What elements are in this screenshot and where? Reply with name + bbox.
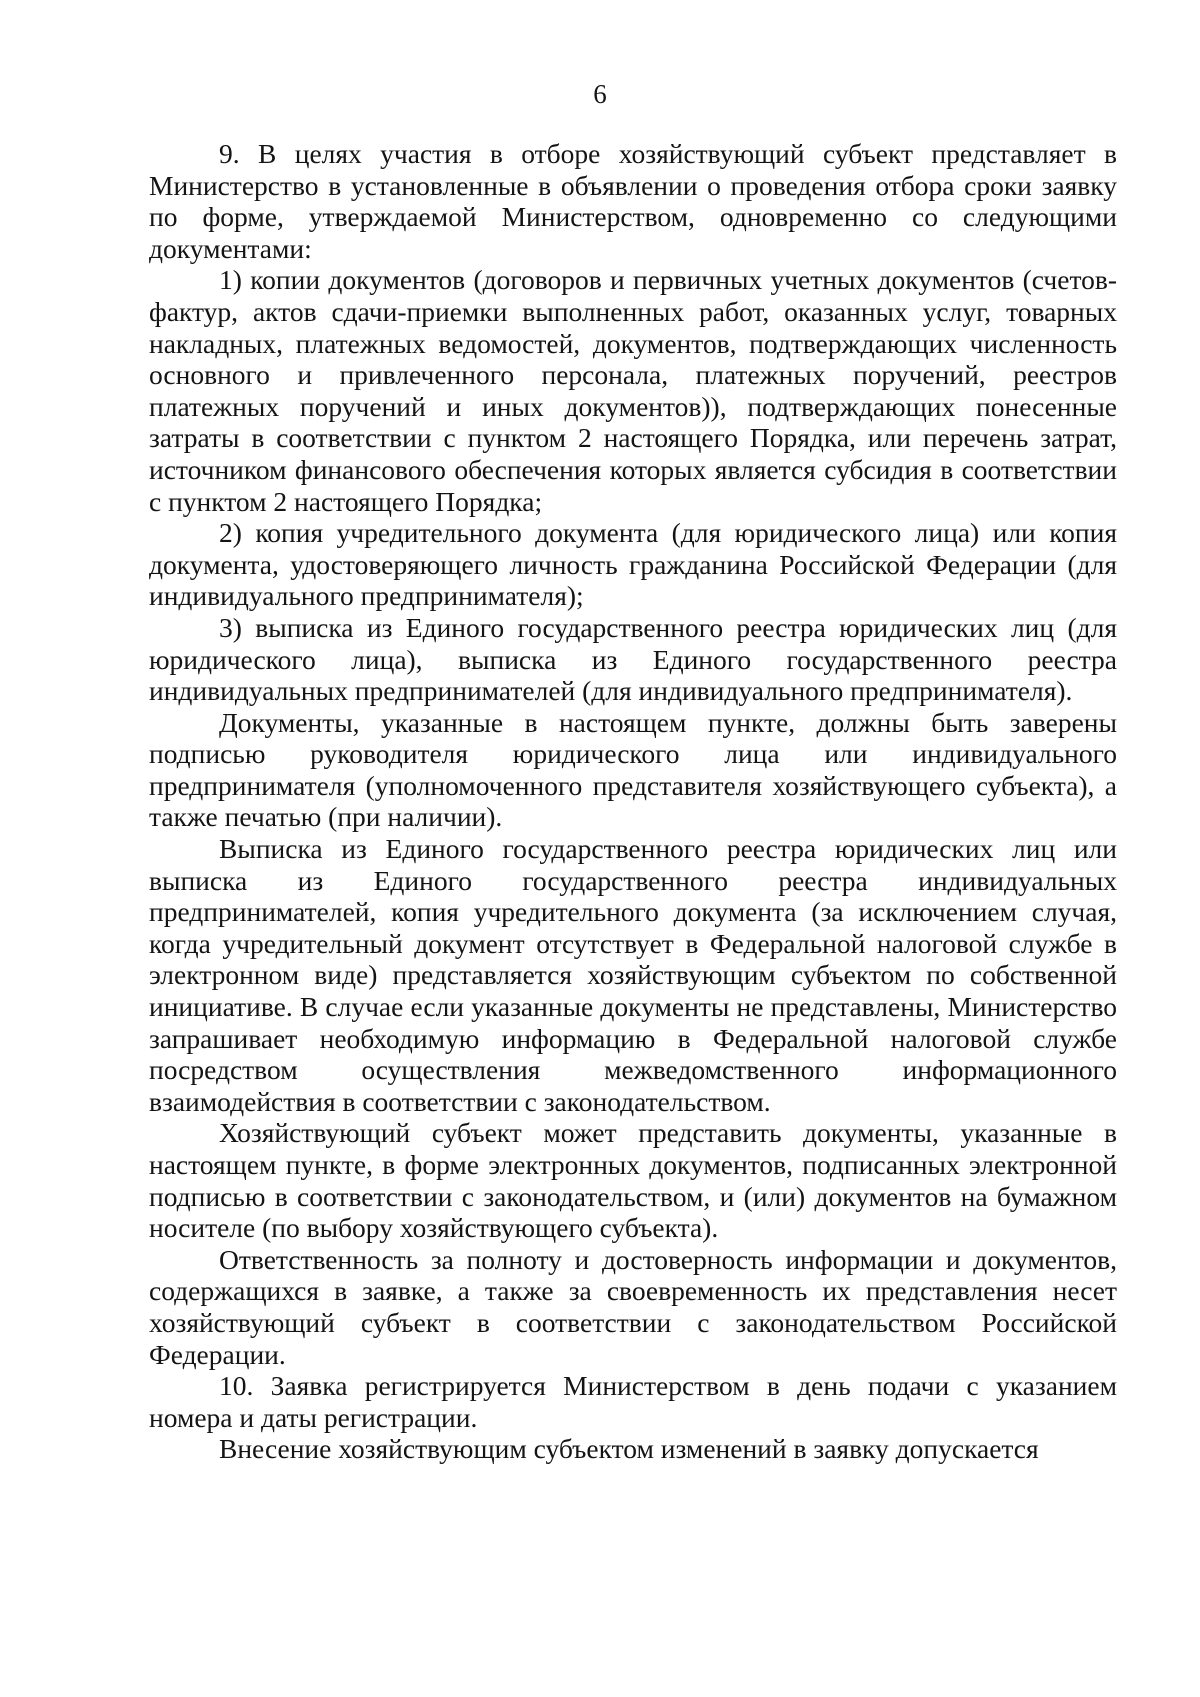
paragraph-item-1: 1) копии документов (договоров и первичных учетных документов (счетов-фактур, актов сдачи-приемки выполненных работ, оказанных услуг, товарных накладных, платежных ведомостей, документов, подтверждающих численность основного и привлеченного персонала, платежных поручений, реестров платежных поручений и иных документов)), подтверждающих понесенные затраты в соответствии с пунктом 2 настоящего Порядка, или перечень затрат, источником финансового обеспечения которых является субсидия в соответствии с пунктом 2 настоящего Порядка; — [149, 264, 1117, 517]
paragraph-electronic-documents: Хозяйствующий субъект может представить документы, указанные в настоящем пункте, в форме электронных документов, подписанных электронной подписью в соответствии с законодательством, и (или) документов на бумажном носителе (по выбору хозяйствующего субъекта). — [149, 1117, 1117, 1244]
paragraph-responsibility: Ответственность за полноту и достоверность информации и документов, содержащихся в заявке, а также за своевременность их представления несет хозяйствующий субъект в соответствии с законодательством Российской Федерации. — [149, 1243, 1117, 1370]
paragraph-10-registration: 10. Заявка регистрируется Министерством в день подачи с указанием номера и даты регистрации. — [149, 1370, 1117, 1433]
document-body — [149, 138, 1117, 1465]
paragraph-item-2: 2) копия учредительного документа (для юридического лица) или копия документа, удостоверяющего личность гражданина Российской Федерации (для индивидуального предпринимателя); — [149, 517, 1117, 612]
paragraph-certification: Документы, указанные в настоящем пункте, должны быть заверены подписью руководителя юридического лица или индивидуального предпринимателя (уполномоченного представителя хозяйствующего субъекта), а также печатью (при наличии). — [149, 706, 1117, 833]
paragraph-amendments: Внесение хозяйствующим субъектом изменений в заявку допускается — [219, 1433, 1039, 1465]
paragraph-registry-extract: Выписка из Единого государственного реестра юридических лиц или выписка из Единого государственного реестра индивидуальных предпринимателей, копия учредительного документа (за исключением случая, когда учредительный документ отсутствует в Федеральной налоговой службе в электронном виде) представляется хозяйствующим субъектом по собственной инициативе. В случае если указанные документы не представлены, Министерство запрашивает необходимую информацию в Федеральной налоговой службе посредством осуществления межведомственного информационного взаимодействия в соответствии с законодательством. — [149, 833, 1117, 1117]
paragraph-item-3: 3) выписка из Единого государственного реестра юридических лиц (для юридического лица), выписка из Единого государственного реестра индивидуальных предпринимателей (для индивидуального предпринимателя). — [149, 611, 1117, 707]
page-number: 6 — [593, 79, 607, 109]
paragraph-9-intro: 9. В целях участия в отборе хозяйствующий субъект представляет в Министерство в установленные в объявлении о проведения отбора сроки заявку по форме, утверждаемой Министерством, одновременно со следующими документами: — [149, 138, 1117, 264]
